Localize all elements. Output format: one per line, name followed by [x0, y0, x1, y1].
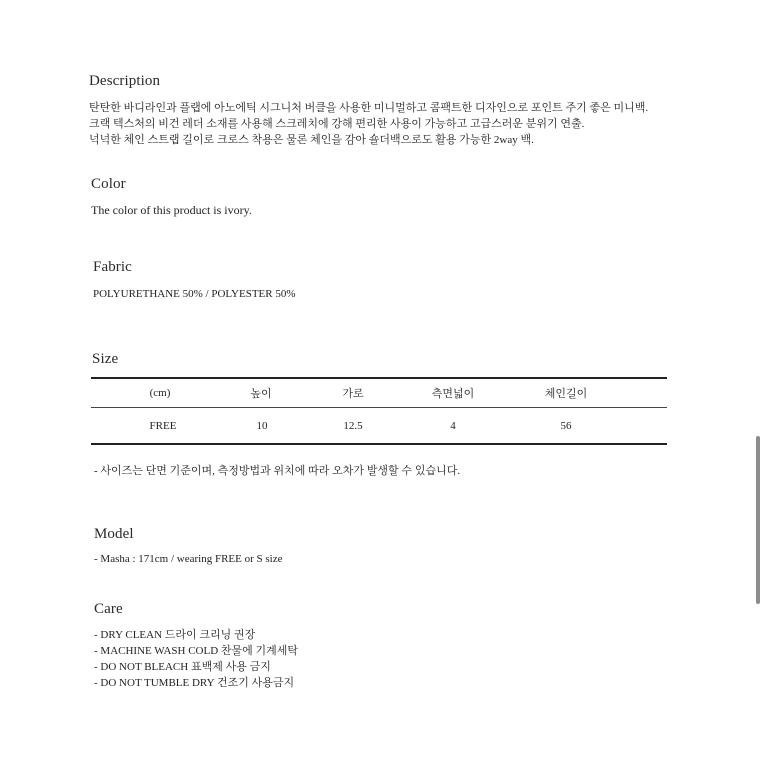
model-heading: Model: [94, 526, 134, 542]
size-col-header: (cm): [149, 387, 171, 399]
color-text: The color of this product is ivory.: [91, 203, 252, 217]
care-item: - DO NOT TUMBLE DRY 건조기 사용금지: [94, 677, 295, 689]
care-item: - DRY CLEAN 드라이 크리닝 권장: [94, 629, 256, 641]
size-col-header: 높이: [250, 388, 272, 400]
size-cell: 4: [450, 419, 456, 432]
description-line: 넉넉한 체인 스트랩 길이로 크로스 착용은 물론 체인을 감아 숄더백으로도 활용 가능한 2way 백.: [89, 134, 534, 146]
size-table-row: [91, 408, 667, 443]
description-line: 크랙 텍스처의 비건 레더 소재를 사용해 스크레치에 강해 편리한 사용이 가능하고 고급스러운 분위기 연출.: [89, 118, 585, 130]
size-cell: 56: [560, 419, 572, 432]
care-item: - DO NOT BLEACH 표백제 사용 금지: [94, 661, 271, 673]
scrollbar-track[interactable]: [756, 0, 760, 764]
color-heading: Color: [91, 176, 126, 192]
description-text: [89, 100, 648, 148]
size-table: [91, 377, 667, 445]
size-heading: Size: [92, 351, 119, 367]
description-line: 탄탄한 바디라인과 플랩에 아노에틱 시그니처 버클을 사용한 미니멀하고 콤팩트한 디자인으로 포인트 주기 좋은 미니백.: [89, 102, 649, 114]
size-col-header: 가로: [342, 388, 364, 400]
care-heading: Care: [94, 601, 123, 617]
care-list: [94, 627, 298, 691]
size-col-header: 체인길이: [544, 388, 588, 400]
fabric-text: POLYURETHANE 50% / POLYESTER 50%: [93, 288, 296, 300]
care-item: - MACHINE WASH COLD 찬물에 기계세탁: [94, 645, 299, 657]
size-table-header: [91, 379, 667, 408]
description-heading: Description: [89, 73, 161, 89]
model-text: - Masha : 171cm / wearing FREE or S size: [94, 553, 283, 565]
size-cell: 12.5: [343, 419, 363, 432]
fabric-heading: Fabric: [93, 259, 132, 275]
size-cell: 10: [256, 419, 268, 432]
size-cell: FREE: [149, 419, 177, 432]
scrollbar-thumb[interactable]: [756, 436, 760, 604]
size-col-header: 측면넓이: [431, 388, 475, 400]
size-note: - 사이즈는 단면 기준이며, 측정방법과 위치에 따라 오차가 발생할 수 있습니다.: [94, 465, 461, 477]
